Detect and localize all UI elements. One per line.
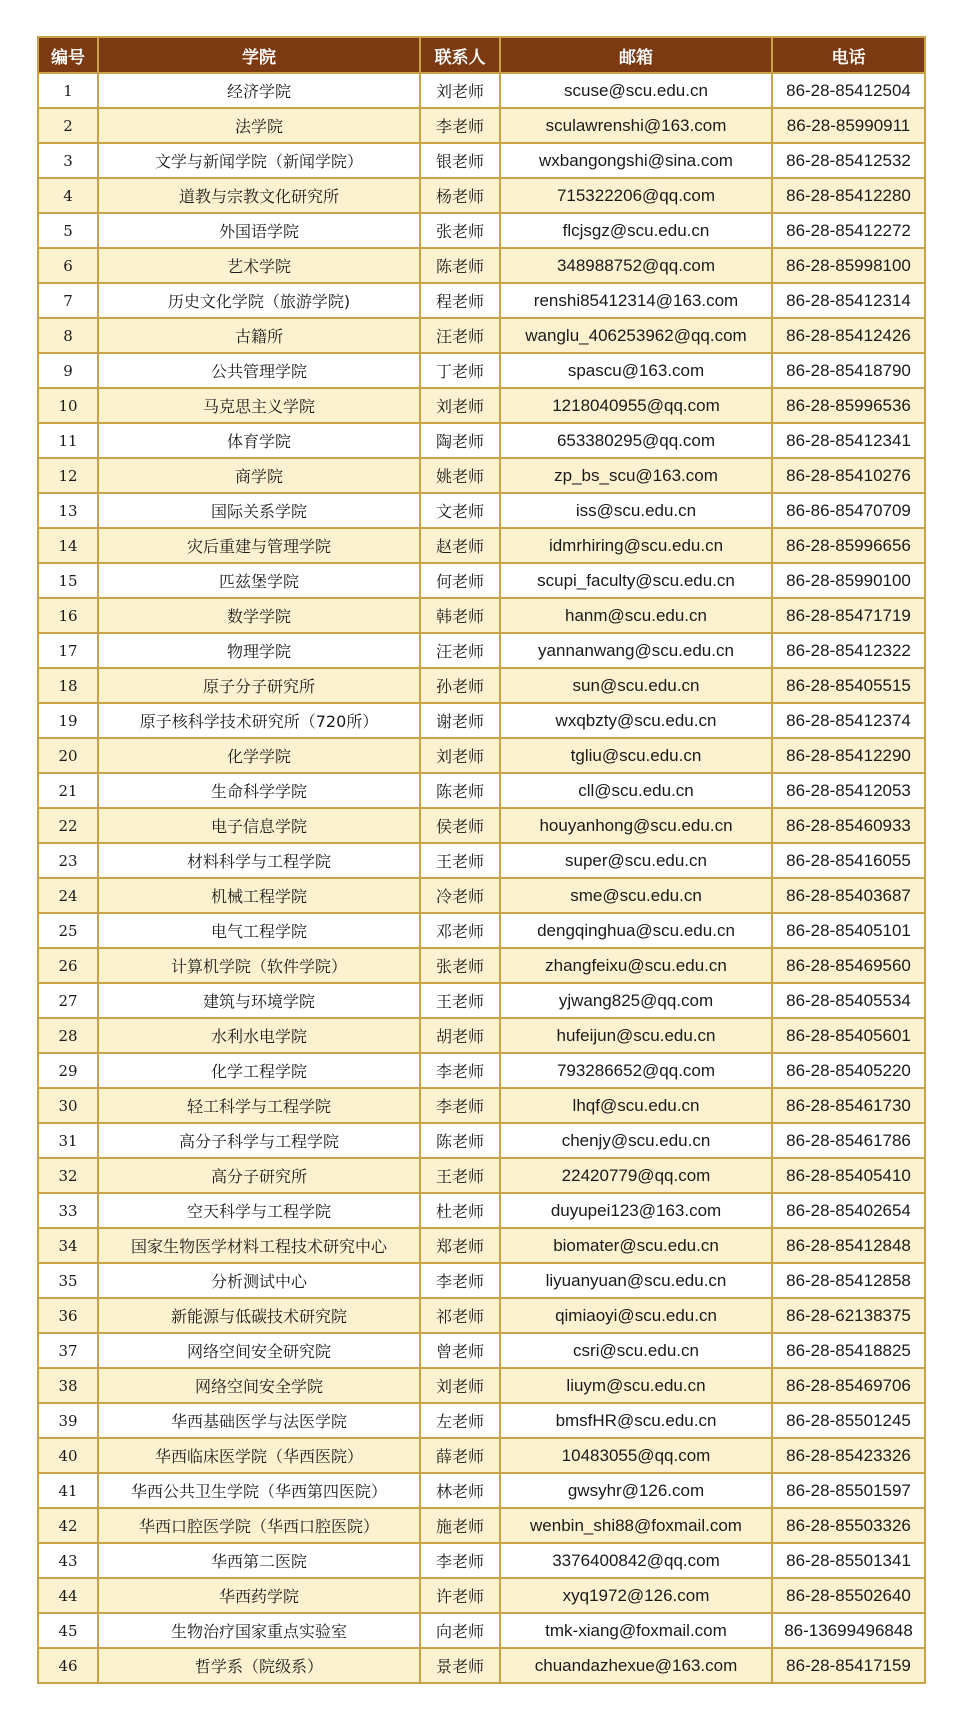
cell-phone: 86-28-85403687 bbox=[772, 878, 925, 913]
cell-college: 电子信息学院 bbox=[98, 808, 420, 843]
cell-phone: 86-28-85471719 bbox=[772, 598, 925, 633]
cell-phone: 86-28-85501341 bbox=[772, 1543, 925, 1578]
cell-phone: 86-28-85412504 bbox=[772, 73, 925, 108]
cell-number: 13 bbox=[38, 493, 98, 528]
cell-number: 39 bbox=[38, 1403, 98, 1438]
table-row bbox=[38, 1263, 925, 1298]
cell-number: 42 bbox=[38, 1508, 98, 1543]
table-row bbox=[38, 983, 925, 1018]
cell-college: 华西第二医院 bbox=[98, 1543, 420, 1578]
cell-college: 华西基础医学与法医学院 bbox=[98, 1403, 420, 1438]
table-row bbox=[38, 1613, 925, 1648]
cell-contact: 冷老师 bbox=[420, 878, 500, 913]
table-body bbox=[38, 73, 925, 1683]
table-row bbox=[38, 493, 925, 528]
cell-contact: 孙老师 bbox=[420, 668, 500, 703]
cell-contact: 左老师 bbox=[420, 1403, 500, 1438]
cell-number: 28 bbox=[38, 1018, 98, 1053]
cell-number: 38 bbox=[38, 1368, 98, 1403]
cell-number: 25 bbox=[38, 913, 98, 948]
cell-contact: 谢老师 bbox=[420, 703, 500, 738]
cell-contact: 文老师 bbox=[420, 493, 500, 528]
cell-college: 公共管理学院 bbox=[98, 353, 420, 388]
cell-contact: 施老师 bbox=[420, 1508, 500, 1543]
cell-number: 18 bbox=[38, 668, 98, 703]
cell-email: scuse@scu.edu.cn bbox=[500, 73, 772, 108]
cell-number: 8 bbox=[38, 318, 98, 353]
cell-phone: 86-28-85410276 bbox=[772, 458, 925, 493]
cell-email: hufeijun@scu.edu.cn bbox=[500, 1018, 772, 1053]
cell-phone: 86-28-85412374 bbox=[772, 703, 925, 738]
cell-phone: 86-28-85405601 bbox=[772, 1018, 925, 1053]
cell-college: 计算机学院（软件学院） bbox=[98, 948, 420, 983]
cell-number: 33 bbox=[38, 1193, 98, 1228]
cell-email: yjwang825@qq.com bbox=[500, 983, 772, 1018]
cell-number: 20 bbox=[38, 738, 98, 773]
cell-college: 分析测试中心 bbox=[98, 1263, 420, 1298]
cell-email: flcjsgz@scu.edu.cn bbox=[500, 213, 772, 248]
cell-email: hanm@scu.edu.cn bbox=[500, 598, 772, 633]
cell-email: 715322206@qq.com bbox=[500, 178, 772, 213]
cell-number: 14 bbox=[38, 528, 98, 563]
cell-phone: 86-28-85405515 bbox=[772, 668, 925, 703]
cell-email: zp_bs_scu@163.com bbox=[500, 458, 772, 493]
cell-phone: 86-28-85412322 bbox=[772, 633, 925, 668]
cell-number: 32 bbox=[38, 1158, 98, 1193]
cell-contact: 薛老师 bbox=[420, 1438, 500, 1473]
table-row bbox=[38, 423, 925, 458]
cell-phone: 86-28-85990911 bbox=[772, 108, 925, 143]
table-row bbox=[38, 283, 925, 318]
cell-email: cll@scu.edu.cn bbox=[500, 773, 772, 808]
table-row bbox=[38, 703, 925, 738]
cell-college: 高分子科学与工程学院 bbox=[98, 1123, 420, 1158]
cell-contact: 银老师 bbox=[420, 143, 500, 178]
table-row bbox=[38, 1053, 925, 1088]
cell-email: sun@scu.edu.cn bbox=[500, 668, 772, 703]
contact-table bbox=[37, 36, 926, 1684]
table-row bbox=[38, 948, 925, 983]
cell-email: iss@scu.edu.cn bbox=[500, 493, 772, 528]
cell-contact: 王老师 bbox=[420, 843, 500, 878]
cell-email: qimiaoyi@scu.edu.cn bbox=[500, 1298, 772, 1333]
cell-number: 1 bbox=[38, 73, 98, 108]
table-row bbox=[38, 668, 925, 703]
cell-college: 法学院 bbox=[98, 108, 420, 143]
cell-contact: 李老师 bbox=[420, 1088, 500, 1123]
cell-number: 26 bbox=[38, 948, 98, 983]
cell-email: idmrhiring@scu.edu.cn bbox=[500, 528, 772, 563]
table-row bbox=[38, 1228, 925, 1263]
cell-contact: 韩老师 bbox=[420, 598, 500, 633]
cell-phone: 86-28-85418825 bbox=[772, 1333, 925, 1368]
cell-phone: 86-28-62138375 bbox=[772, 1298, 925, 1333]
cell-contact: 向老师 bbox=[420, 1613, 500, 1648]
cell-contact: 侯老师 bbox=[420, 808, 500, 843]
table-row bbox=[38, 143, 925, 178]
cell-email: 348988752@qq.com bbox=[500, 248, 772, 283]
cell-college: 空天科学与工程学院 bbox=[98, 1193, 420, 1228]
cell-number: 27 bbox=[38, 983, 98, 1018]
table-row bbox=[38, 108, 925, 143]
cell-contact: 王老师 bbox=[420, 983, 500, 1018]
table-row bbox=[38, 1123, 925, 1158]
cell-number: 3 bbox=[38, 143, 98, 178]
cell-college: 马克思主义学院 bbox=[98, 388, 420, 423]
cell-email: dengqinghua@scu.edu.cn bbox=[500, 913, 772, 948]
cell-phone: 86-28-85423326 bbox=[772, 1438, 925, 1473]
cell-number: 12 bbox=[38, 458, 98, 493]
cell-phone: 86-28-85405534 bbox=[772, 983, 925, 1018]
cell-college: 网络空间安全研究院 bbox=[98, 1333, 420, 1368]
cell-phone: 86-28-85990100 bbox=[772, 563, 925, 598]
cell-contact: 王老师 bbox=[420, 1158, 500, 1193]
table-row bbox=[38, 1543, 925, 1578]
table-row bbox=[38, 878, 925, 913]
cell-phone: 86-28-85412858 bbox=[772, 1263, 925, 1298]
cell-number: 7 bbox=[38, 283, 98, 318]
cell-college: 轻工科学与工程学院 bbox=[98, 1088, 420, 1123]
cell-phone: 86-28-85412053 bbox=[772, 773, 925, 808]
cell-phone: 86-28-85501597 bbox=[772, 1473, 925, 1508]
cell-number: 5 bbox=[38, 213, 98, 248]
cell-number: 15 bbox=[38, 563, 98, 598]
cell-email: houyanhong@scu.edu.cn bbox=[500, 808, 772, 843]
table-row bbox=[38, 458, 925, 493]
cell-contact: 张老师 bbox=[420, 213, 500, 248]
cell-contact: 刘老师 bbox=[420, 1368, 500, 1403]
cell-number: 24 bbox=[38, 878, 98, 913]
cell-email: sculawrenshi@163.com bbox=[500, 108, 772, 143]
table-row bbox=[38, 318, 925, 353]
cell-contact: 邓老师 bbox=[420, 913, 500, 948]
cell-phone: 86-28-85418790 bbox=[772, 353, 925, 388]
cell-email: lhqf@scu.edu.cn bbox=[500, 1088, 772, 1123]
cell-college: 新能源与低碳技术研究院 bbox=[98, 1298, 420, 1333]
table-header-row bbox=[38, 37, 925, 73]
cell-phone: 86-28-85412314 bbox=[772, 283, 925, 318]
cell-number: 45 bbox=[38, 1613, 98, 1648]
cell-contact: 陶老师 bbox=[420, 423, 500, 458]
cell-college: 道教与宗教文化研究所 bbox=[98, 178, 420, 213]
cell-phone: 86-28-85402654 bbox=[772, 1193, 925, 1228]
cell-college: 文学与新闻学院（新闻学院） bbox=[98, 143, 420, 178]
cell-college: 国际关系学院 bbox=[98, 493, 420, 528]
cell-phone: 86-13699496848 bbox=[772, 1613, 925, 1648]
cell-contact: 程老师 bbox=[420, 283, 500, 318]
header-number: 编号 bbox=[38, 37, 98, 73]
cell-contact: 刘老师 bbox=[420, 73, 500, 108]
table-row bbox=[38, 1578, 925, 1613]
cell-phone: 86-28-85412272 bbox=[772, 213, 925, 248]
table-row bbox=[38, 1368, 925, 1403]
cell-college: 外国语学院 bbox=[98, 213, 420, 248]
cell-phone: 86-28-85469706 bbox=[772, 1368, 925, 1403]
cell-number: 46 bbox=[38, 1648, 98, 1683]
cell-college: 物理学院 bbox=[98, 633, 420, 668]
cell-college: 化学工程学院 bbox=[98, 1053, 420, 1088]
cell-number: 34 bbox=[38, 1228, 98, 1263]
cell-college: 华西口腔医学院（华西口腔医院） bbox=[98, 1508, 420, 1543]
cell-number: 19 bbox=[38, 703, 98, 738]
cell-college: 机械工程学院 bbox=[98, 878, 420, 913]
cell-phone: 86-28-85461786 bbox=[772, 1123, 925, 1158]
table-row bbox=[38, 843, 925, 878]
cell-number: 31 bbox=[38, 1123, 98, 1158]
cell-number: 23 bbox=[38, 843, 98, 878]
cell-contact: 杨老师 bbox=[420, 178, 500, 213]
cell-number: 6 bbox=[38, 248, 98, 283]
cell-contact: 李老师 bbox=[420, 108, 500, 143]
cell-college: 数学学院 bbox=[98, 598, 420, 633]
cell-college: 华西药学院 bbox=[98, 1578, 420, 1613]
cell-email: spascu@163.com bbox=[500, 353, 772, 388]
header-email: 邮箱 bbox=[500, 37, 772, 73]
cell-number: 9 bbox=[38, 353, 98, 388]
cell-phone: 86-28-85405410 bbox=[772, 1158, 925, 1193]
table-row bbox=[38, 1298, 925, 1333]
table-row bbox=[38, 1193, 925, 1228]
table-row bbox=[38, 1018, 925, 1053]
table-row bbox=[38, 1648, 925, 1683]
cell-contact: 林老师 bbox=[420, 1473, 500, 1508]
cell-email: yannanwang@scu.edu.cn bbox=[500, 633, 772, 668]
cell-email: 1218040955@qq.com bbox=[500, 388, 772, 423]
table-row bbox=[38, 388, 925, 423]
cell-number: 22 bbox=[38, 808, 98, 843]
cell-number: 40 bbox=[38, 1438, 98, 1473]
cell-contact: 李老师 bbox=[420, 1543, 500, 1578]
cell-contact: 张老师 bbox=[420, 948, 500, 983]
cell-contact: 姚老师 bbox=[420, 458, 500, 493]
cell-email: 3376400842@qq.com bbox=[500, 1543, 772, 1578]
table-row bbox=[38, 353, 925, 388]
cell-phone: 86-28-85412290 bbox=[772, 738, 925, 773]
cell-college: 生物治疗国家重点实验室 bbox=[98, 1613, 420, 1648]
cell-contact: 汪老师 bbox=[420, 633, 500, 668]
cell-email: sme@scu.edu.cn bbox=[500, 878, 772, 913]
cell-email: renshi85412314@163.com bbox=[500, 283, 772, 318]
cell-contact: 汪老师 bbox=[420, 318, 500, 353]
cell-number: 11 bbox=[38, 423, 98, 458]
cell-email: gwsyhr@126.com bbox=[500, 1473, 772, 1508]
table-row bbox=[38, 178, 925, 213]
cell-contact: 李老师 bbox=[420, 1053, 500, 1088]
cell-contact: 李老师 bbox=[420, 1263, 500, 1298]
cell-college: 华西公共卫生学院（华西第四医院） bbox=[98, 1473, 420, 1508]
cell-contact: 杜老师 bbox=[420, 1193, 500, 1228]
cell-phone: 86-28-85405220 bbox=[772, 1053, 925, 1088]
cell-email: chuandazhexue@163.com bbox=[500, 1648, 772, 1683]
table-row bbox=[38, 808, 925, 843]
cell-number: 37 bbox=[38, 1333, 98, 1368]
cell-email: tmk-xiang@foxmail.com bbox=[500, 1613, 772, 1648]
cell-college: 化学学院 bbox=[98, 738, 420, 773]
cell-email: biomater@scu.edu.cn bbox=[500, 1228, 772, 1263]
cell-email: wanglu_406253962@qq.com bbox=[500, 318, 772, 353]
cell-number: 36 bbox=[38, 1298, 98, 1333]
cell-college: 经济学院 bbox=[98, 73, 420, 108]
cell-number: 35 bbox=[38, 1263, 98, 1298]
cell-phone: 86-28-85503326 bbox=[772, 1508, 925, 1543]
cell-email: wxbangongshi@sina.com bbox=[500, 143, 772, 178]
table-row bbox=[38, 248, 925, 283]
cell-phone: 86-28-85998100 bbox=[772, 248, 925, 283]
cell-email: csri@scu.edu.cn bbox=[500, 1333, 772, 1368]
header-college: 学院 bbox=[98, 37, 420, 73]
cell-email: scupi_faculty@scu.edu.cn bbox=[500, 563, 772, 598]
cell-number: 10 bbox=[38, 388, 98, 423]
cell-email: 793286652@qq.com bbox=[500, 1053, 772, 1088]
table-row bbox=[38, 633, 925, 668]
cell-college: 灾后重建与管理学院 bbox=[98, 528, 420, 563]
cell-phone: 86-28-85416055 bbox=[772, 843, 925, 878]
table-row bbox=[38, 1403, 925, 1438]
cell-number: 41 bbox=[38, 1473, 98, 1508]
table-row bbox=[38, 773, 925, 808]
cell-contact: 景老师 bbox=[420, 1648, 500, 1683]
cell-college: 匹兹堡学院 bbox=[98, 563, 420, 598]
cell-college: 电气工程学院 bbox=[98, 913, 420, 948]
cell-email: 653380295@qq.com bbox=[500, 423, 772, 458]
cell-contact: 何老师 bbox=[420, 563, 500, 598]
table-row bbox=[38, 738, 925, 773]
cell-college: 高分子研究所 bbox=[98, 1158, 420, 1193]
cell-college: 水利水电学院 bbox=[98, 1018, 420, 1053]
cell-email: wenbin_shi88@foxmail.com bbox=[500, 1508, 772, 1543]
contact-table-container bbox=[37, 36, 924, 1684]
cell-college: 哲学系（院级系） bbox=[98, 1648, 420, 1683]
cell-college: 商学院 bbox=[98, 458, 420, 493]
cell-college: 古籍所 bbox=[98, 318, 420, 353]
cell-college: 原子核科学技术研究所（720所） bbox=[98, 703, 420, 738]
cell-phone: 86-86-85470709 bbox=[772, 493, 925, 528]
cell-phone: 86-28-85461730 bbox=[772, 1088, 925, 1123]
table-row bbox=[38, 213, 925, 248]
cell-phone: 86-28-85405101 bbox=[772, 913, 925, 948]
cell-phone: 86-28-85412848 bbox=[772, 1228, 925, 1263]
cell-contact: 刘老师 bbox=[420, 388, 500, 423]
cell-contact: 曾老师 bbox=[420, 1333, 500, 1368]
cell-college: 网络空间安全学院 bbox=[98, 1368, 420, 1403]
table-row bbox=[38, 1158, 925, 1193]
cell-college: 历史文化学院（旅游学院) bbox=[98, 283, 420, 318]
cell-college: 生命科学学院 bbox=[98, 773, 420, 808]
cell-email: xyq1972@126.com bbox=[500, 1578, 772, 1613]
cell-number: 21 bbox=[38, 773, 98, 808]
table-row bbox=[38, 528, 925, 563]
cell-contact: 陈老师 bbox=[420, 773, 500, 808]
cell-number: 30 bbox=[38, 1088, 98, 1123]
cell-contact: 郑老师 bbox=[420, 1228, 500, 1263]
cell-contact: 赵老师 bbox=[420, 528, 500, 563]
cell-phone: 86-28-85417159 bbox=[772, 1648, 925, 1683]
cell-phone: 86-28-85412426 bbox=[772, 318, 925, 353]
cell-college: 材料科学与工程学院 bbox=[98, 843, 420, 878]
table-row bbox=[38, 1333, 925, 1368]
cell-email: 10483055@qq.com bbox=[500, 1438, 772, 1473]
table-row bbox=[38, 1508, 925, 1543]
cell-phone: 86-28-85460933 bbox=[772, 808, 925, 843]
cell-college: 艺术学院 bbox=[98, 248, 420, 283]
header-contact: 联系人 bbox=[420, 37, 500, 73]
cell-phone: 86-28-85412341 bbox=[772, 423, 925, 458]
cell-number: 44 bbox=[38, 1578, 98, 1613]
cell-contact: 刘老师 bbox=[420, 738, 500, 773]
cell-contact: 许老师 bbox=[420, 1578, 500, 1613]
cell-college: 华西临床医学院（华西医院） bbox=[98, 1438, 420, 1473]
table-row bbox=[38, 1088, 925, 1123]
cell-email: duyupei123@163.com bbox=[500, 1193, 772, 1228]
cell-phone: 86-28-85412280 bbox=[772, 178, 925, 213]
cell-phone: 86-28-85469560 bbox=[772, 948, 925, 983]
cell-email: 22420779@qq.com bbox=[500, 1158, 772, 1193]
cell-email: zhangfeixu@scu.edu.cn bbox=[500, 948, 772, 983]
cell-college: 国家生物医学材料工程技术研究中心 bbox=[98, 1228, 420, 1263]
cell-number: 4 bbox=[38, 178, 98, 213]
table-row bbox=[38, 563, 925, 598]
cell-email: wxqbzty@scu.edu.cn bbox=[500, 703, 772, 738]
cell-email: tgliu@scu.edu.cn bbox=[500, 738, 772, 773]
cell-college: 体育学院 bbox=[98, 423, 420, 458]
cell-email: liuym@scu.edu.cn bbox=[500, 1368, 772, 1403]
table-row bbox=[38, 73, 925, 108]
cell-college: 原子分子研究所 bbox=[98, 668, 420, 703]
cell-contact: 丁老师 bbox=[420, 353, 500, 388]
table-row bbox=[38, 1438, 925, 1473]
cell-contact: 陈老师 bbox=[420, 1123, 500, 1158]
cell-email: super@scu.edu.cn bbox=[500, 843, 772, 878]
cell-phone: 86-28-85996536 bbox=[772, 388, 925, 423]
cell-contact: 祁老师 bbox=[420, 1298, 500, 1333]
cell-number: 43 bbox=[38, 1543, 98, 1578]
cell-number: 16 bbox=[38, 598, 98, 633]
cell-phone: 86-28-85501245 bbox=[772, 1403, 925, 1438]
cell-email: chenjy@scu.edu.cn bbox=[500, 1123, 772, 1158]
table-row bbox=[38, 913, 925, 948]
table-row bbox=[38, 598, 925, 633]
cell-college: 建筑与环境学院 bbox=[98, 983, 420, 1018]
table-row bbox=[38, 1473, 925, 1508]
cell-phone: 86-28-85412532 bbox=[772, 143, 925, 178]
cell-contact: 胡老师 bbox=[420, 1018, 500, 1053]
cell-phone: 86-28-85502640 bbox=[772, 1578, 925, 1613]
cell-email: liyuanyuan@scu.edu.cn bbox=[500, 1263, 772, 1298]
cell-number: 17 bbox=[38, 633, 98, 668]
cell-email: bmsfHR@scu.edu.cn bbox=[500, 1403, 772, 1438]
cell-number: 2 bbox=[38, 108, 98, 143]
header-phone: 电话 bbox=[772, 37, 925, 73]
cell-contact: 陈老师 bbox=[420, 248, 500, 283]
cell-number: 29 bbox=[38, 1053, 98, 1088]
cell-phone: 86-28-85996656 bbox=[772, 528, 925, 563]
